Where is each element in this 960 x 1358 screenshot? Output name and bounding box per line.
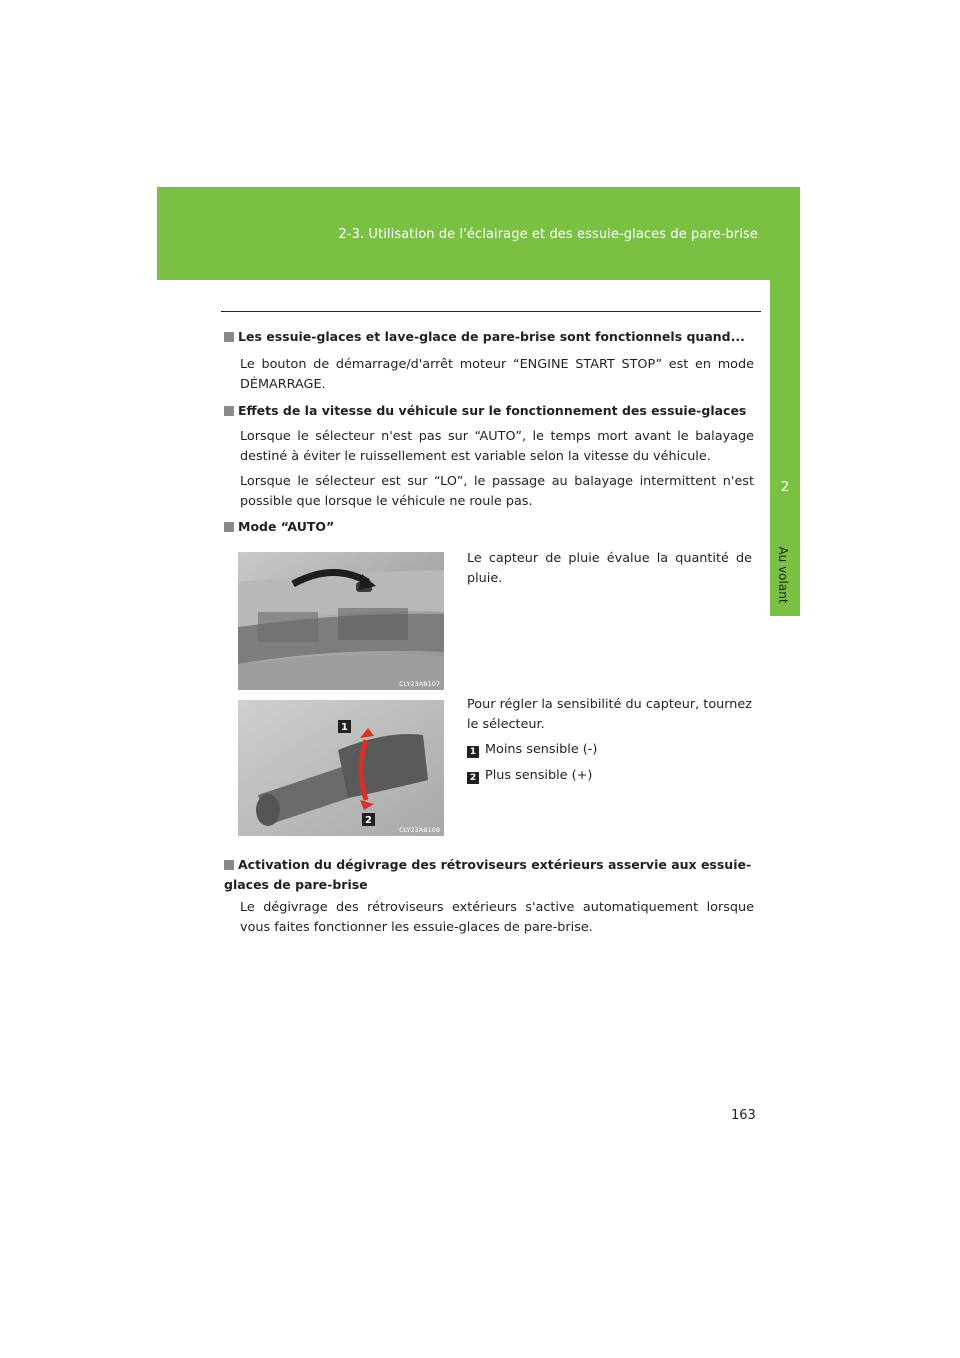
square-bullet-icon [224,406,234,416]
paragraph-mirror-defogger: Le dégivrage des rétroviseurs extérieurs s'active automatiquement lorsque vous faites fonctionner les essuie-glaces de pare-brise. [240,900,754,935]
svg-text:2: 2 [365,815,372,826]
sensitivity-text: Pour régler la sensibilité du capteur, tournez le sélecteur. [467,697,752,732]
number-badge: 1 [467,746,479,758]
rain-sensor-figure [238,552,444,690]
rain-sensor-text: Le capteur de pluie évalue la quantité de pluie. [467,551,752,586]
sensitivity-figure [238,700,444,836]
square-bullet-icon [224,860,234,870]
heading-speed-effects: Effets de la vitesse du véhicule sur le fonctionnement des essuie-glaces [224,401,764,421]
figure-code: CLY23AB107 [399,680,440,688]
list-item: 1 Moins sensible (-) [467,741,597,759]
page-number: 163 [731,1108,756,1123]
heading-conditions: Les essuie-glaces et lave-glace de pare-brise sont fonctionnels quand... [224,327,764,347]
number-badge: 2 [467,772,479,784]
section-rule [221,311,761,312]
chapter-number: 2 [780,480,790,495]
rain-sensor-illustration [238,552,444,690]
square-bullet-icon [224,522,234,532]
paragraph-speed-effects-2: Lorsque le sélecteur est sur “LO”, le passage au balayage intermittent n'est possible que lorsque le véhicule ne roule pas. [240,474,754,509]
chapter-side-label [775,540,791,610]
chapter-header [157,187,800,280]
paragraph-conditions: Le bouton de démarrage/d'arrêt moteur “ENGINE START STOP” est en mode DÉMARRAGE. [240,357,754,392]
heading-auto-mode: Mode “AUTO” [224,517,764,537]
square-bullet-icon [224,332,234,342]
chapter-title: 2-3. Utilisation de l'éclairage et des essuie-glaces de pare-brise [338,227,758,242]
svg-text:1: 1 [341,722,348,733]
list-item: 2 Plus sensible (+) [467,767,592,785]
wiper-switch-illustration [238,700,444,836]
chapter-label: Au volant [776,546,790,604]
heading-mirror-defogger: Activation du dégivrage des rétroviseurs extérieurs asservie aux essuie-glaces de pare-brise [224,857,752,892]
paragraph-speed-effects-1: Lorsque le sélecteur n'est pas sur “AUTO”, le temps mort avant le balayage destiné à éviter le ruissellement est variable selon la vitesse du véhicule. [240,429,754,464]
figure-code: CLY23AB108 [399,826,440,834]
